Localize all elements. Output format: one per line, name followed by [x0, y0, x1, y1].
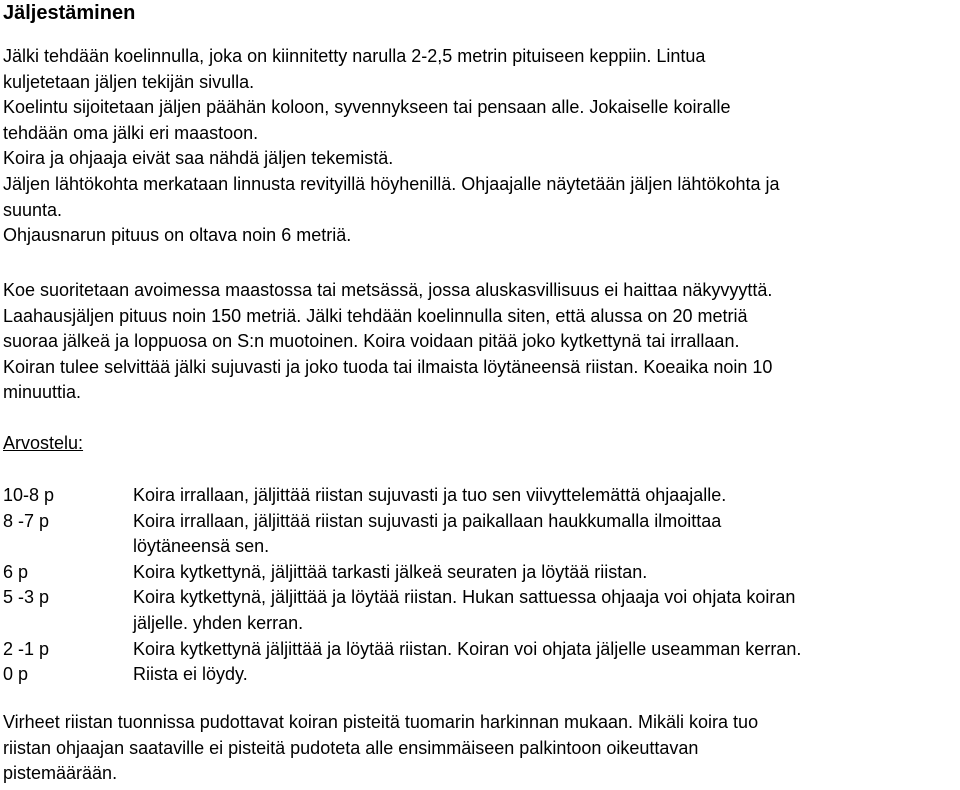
test-description-paragraph	[3, 278, 953, 406]
intro-line: kuljetetaan jäljen tekijän sivulla.	[3, 71, 255, 92]
footer-line: riistan ohjaajan saataville ei pisteitä pudoteta alle ensimmäiseen palkintoon oikeuttavan	[3, 737, 699, 758]
test-line: minuuttia.	[3, 382, 82, 403]
intro-line: Koelintu sijoitetaan jäljen päähän koloon, syvennykseen tai pensaan alle. Jokaiselle koiralle	[3, 97, 731, 118]
score-description-line: Koira irrallaan, jäljittää riistan sujuvasti ja tuo sen viivyttelemättä ohjaajalle.	[133, 485, 727, 505]
score-points: 0 p	[3, 664, 29, 685]
document-title: Jäljestäminen	[3, 2, 136, 24]
score-description-line: Koira kytkettynä, jäljittää ja löytää riistan. Hukan sattuessa ohjaaja voi ohjata koiran	[133, 587, 796, 608]
score-row	[3, 585, 953, 636]
test-line: Laahausjäljen pituus noin 150 metriä. Jälki tehdään koelinnulla siten, että alussa on 20 metriä	[3, 305, 748, 326]
footer-line: pistemäärään.	[3, 763, 118, 784]
test-line: Koe suoritetaan avoimessa maastossa tai metsässä, jossa aluskasvillisuus ei haittaa näkyvyyttä.	[3, 280, 773, 300]
score-points: 6 p	[3, 561, 29, 582]
score-description	[133, 560, 953, 586]
score-points: 2 -1 p	[3, 638, 50, 659]
score-row	[3, 509, 953, 560]
intro-paragraph	[3, 44, 953, 249]
intro-line: suunta.	[3, 199, 63, 220]
score-description-line: Riista ei löydy.	[133, 664, 248, 685]
intro-line: Jäljen lähtökohta merkataan linnusta revityillä höyhenillä. Ohjaajalle näytetään jäljen lähtökohta ja	[3, 173, 780, 194]
scoring-table	[3, 483, 953, 688]
score-row	[3, 662, 953, 688]
test-line: Koiran tulee selvittää jälki sujuvasti ja joko tuoda tai ilmaista löytäneensä riistan. Koeaika noin 10	[3, 356, 773, 377]
test-line: suoraa jälkeä ja loppuosa on S:n muotoinen. Koira voidaan pitää joko kytkettynä tai irrallaan.	[3, 331, 740, 352]
score-description	[133, 509, 953, 560]
score-description-line: Koira irrallaan, jäljittää riistan sujuvasti ja paikallaan haukkumalla ilmoittaa	[133, 510, 722, 531]
footer-paragraph	[3, 710, 953, 787]
score-description-line: löytäneensä sen.	[133, 536, 270, 557]
intro-line: Ohjausnarun pituus on oltava noin 6 metriä.	[3, 225, 352, 246]
score-row	[3, 637, 953, 663]
score-description	[133, 585, 953, 636]
score-points: 10-8 p	[3, 485, 55, 505]
intro-line: Koira ja ohjaaja eivät saa nähdä jäljen tekemistä.	[3, 148, 394, 169]
score-description	[133, 637, 953, 663]
score-description-line: jäljelle. yhden kerran.	[133, 612, 304, 633]
score-row	[3, 483, 953, 509]
score-row	[3, 560, 953, 586]
score-description	[133, 662, 953, 688]
score-points: 8 -7 p	[3, 510, 50, 531]
score-description-line: Koira kytkettynä jäljittää ja löytää riistan. Koiran voi ohjata jäljelle useamman kerran.	[133, 638, 802, 659]
scoring-title: Arvostelu:	[3, 433, 84, 453]
score-description	[133, 483, 953, 509]
footer-line: Virheet riistan tuonnissa pudottavat koiran pisteitä tuomarin harkinnan mukaan. Mikäli koira tuo	[3, 712, 759, 732]
score-points: 5 -3 p	[3, 587, 50, 608]
intro-line: Jälki tehdään koelinnulla, joka on kiinnitetty narulla 2-2,5 metrin pituiseen keppiin. Lintua	[3, 46, 706, 66]
score-description-line: Koira kytkettynä, jäljittää tarkasti jälkeä seuraten ja löytää riistan.	[133, 561, 648, 582]
intro-line: tehdään oma jälki eri maastoon.	[3, 122, 259, 143]
